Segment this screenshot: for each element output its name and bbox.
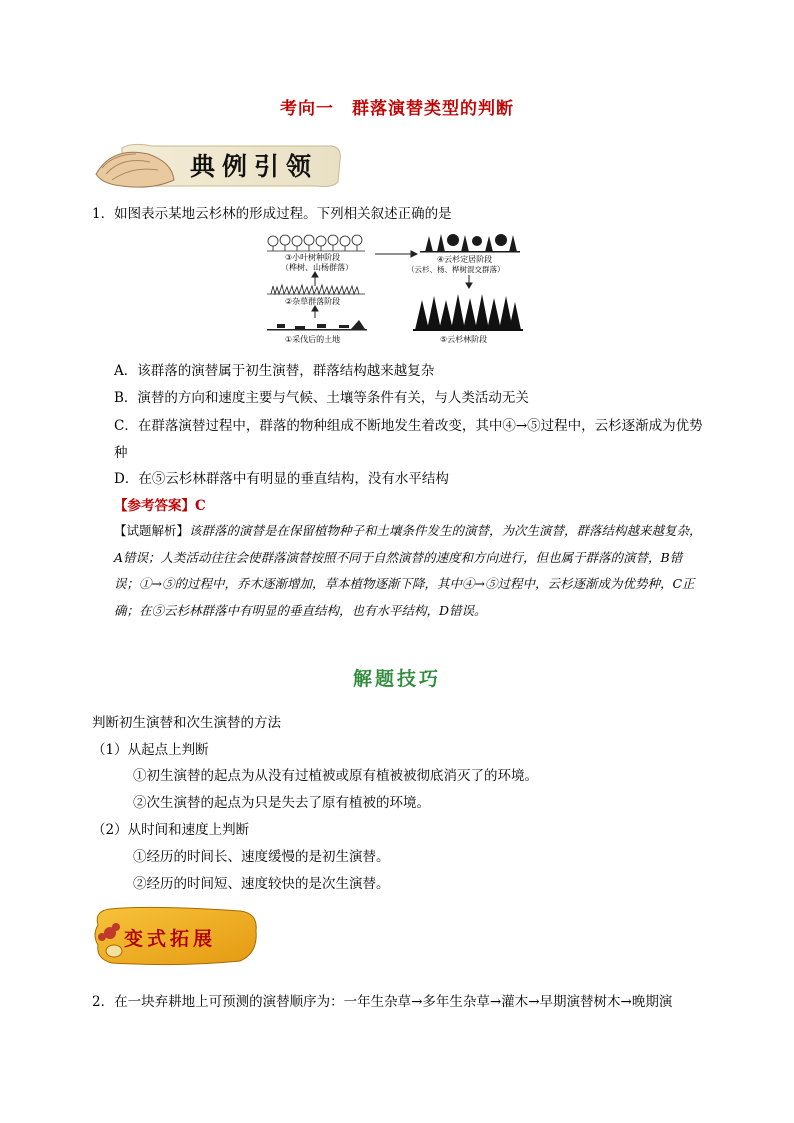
analysis-block (114, 518, 702, 624)
example-banner-label: 典例引领 (190, 152, 319, 181)
skills-heading-1: （1）从起点上判断 (92, 742, 209, 758)
option-d: D．在⑤云杉林群落中有明显的垂直结构，没有水平结构 (114, 471, 449, 487)
cleared-land-icon (267, 320, 367, 331)
stage-1-label: ①采伐后的土地 (285, 335, 341, 344)
skills-point-2: ②次生演替的起点为只是失去了原有植被的环境。 (133, 795, 430, 811)
option-b: B．演替的方向和速度主要与气候、土壤等条件有关，与人类活动无关 (114, 390, 529, 406)
reference-answer: 【参考答案】C (114, 498, 206, 514)
skills-point-3: ①经历的时间长、速度缓慢的是初生演替。 (133, 849, 390, 865)
arrow-down-icon (466, 275, 472, 288)
stage-4-label: ④云杉定居阶段 (437, 255, 493, 264)
skills-intro: 判断初生演替和次生演替的方法 (92, 715, 281, 731)
arrow-up-icon-2 (312, 306, 318, 318)
figure-icon (106, 945, 122, 957)
option-c: C．在群落演替过程中，群落的物种组成不断地发生着改变，其中④→⑤过程中，云杉逐渐成为优势种 (114, 418, 703, 461)
option-a: A．该群落的演替属于初生演替，群落结构越来越复杂 (114, 363, 435, 379)
stage-3-label: ③小叶树种阶段 (285, 253, 341, 262)
question-1-stem: 1．如图表示某地云杉林的形成过程。下列相关叙述正确的是 (92, 206, 452, 222)
arrow-up-icon (312, 272, 318, 286)
stage-2-label: ②杂草群落阶段 (285, 297, 341, 306)
skills-heading-2: （2）从时间和速度上判断 (92, 822, 250, 838)
question-2-stem: 2．在一块弃耕地上可预测的演替顺序为：一年生杂草→多年生杂草→灌木→早期演替树木→晚期演 (92, 994, 673, 1010)
variation-banner-label: 变式拓展 (124, 928, 217, 950)
skills-point-4: ②经历的时间短、速度较快的是次生演替。 (133, 876, 390, 892)
analysis-text: 该群落的演替是在保留植物种子和土壤条件发生的演替，为次生演替，群落结构越来越复杂，A错误；人类活动往往会使群落演替按照不同于自然演替的速度和方向进行，但也属于群落的演替，B错误；①→⑤的过程中，乔木逐渐增加，草本植物逐渐下降，其中④→⑤过程中，云杉逐渐成为优势种，C正确；在⑤云杉林群落中有明显的垂直结构，也有水平结构，D错误。 (114, 523, 702, 618)
stage-4-sub: （云杉、杨、桦树混交群落） (407, 265, 505, 274)
small-trees-icon (267, 235, 365, 251)
grass-icon (267, 285, 365, 294)
stage-5-label: ⑤云杉林阶段 (440, 335, 488, 344)
succession-figure (265, 232, 527, 347)
spruce-forest-icon (413, 294, 523, 331)
skills-heading: 解题技巧 (352, 668, 441, 690)
stage-3-sub: （桦树、山杨群落） (281, 263, 353, 272)
skills-point-1: ①初生演替的起点为从没有过植被或原有植被被彻底消灭了的环境。 (133, 768, 538, 784)
analysis-label: 【试题解析】 (114, 523, 190, 538)
mixed-forest-icon (420, 234, 520, 253)
section-title: 考向一 群落演替类型的判断 (280, 99, 514, 119)
arrow-right-icon (375, 251, 417, 257)
